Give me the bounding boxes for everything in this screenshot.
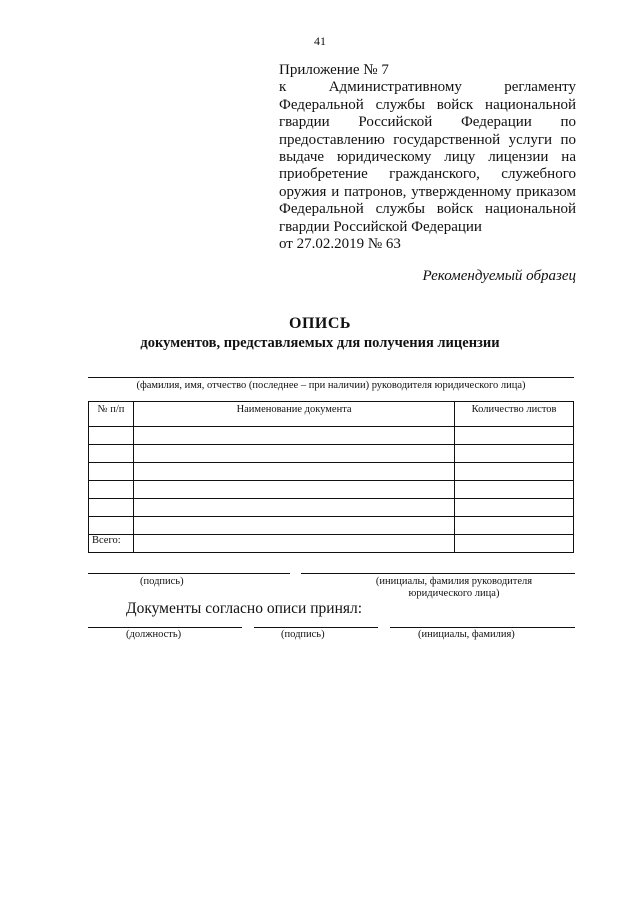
appendix-line: Приложение № 7 xyxy=(279,62,389,78)
signature-caption: (подпись) xyxy=(140,576,184,587)
column-header-name: Наименование документа xyxy=(133,402,454,427)
table-row xyxy=(89,463,574,481)
cell-name[interactable] xyxy=(133,463,454,481)
cell-count[interactable] xyxy=(455,463,574,481)
appendix-line: гвардии Российской Федерации xyxy=(279,218,482,235)
accept-initials-line[interactable] xyxy=(390,627,575,628)
cell-count[interactable] xyxy=(455,427,574,445)
table-row xyxy=(89,499,574,517)
head-name-caption: (фамилия, имя, отчество (последнее – при наличии) руководителя юридического лица) xyxy=(136,380,526,391)
cell-name[interactable] xyxy=(133,517,454,535)
cell-number[interactable] xyxy=(89,463,134,481)
cell-count[interactable] xyxy=(455,499,574,517)
appendix-line: оружия и патронов, утвержденному приказом xyxy=(279,183,576,200)
cell-count[interactable] xyxy=(455,445,574,463)
cell-number[interactable] xyxy=(89,445,134,463)
appendix-line: к Административному регламенту xyxy=(279,79,576,96)
accept-signature-line[interactable] xyxy=(254,627,378,628)
cell-count[interactable] xyxy=(455,481,574,499)
accept-initials-caption: (инициалы, фамилия) xyxy=(418,629,515,640)
cell-number[interactable] xyxy=(89,499,134,517)
appendix-line: Федеральной службы войск национальной xyxy=(279,96,576,113)
column-header-count: Количество листов xyxy=(455,402,574,427)
cell-count[interactable] xyxy=(455,517,574,535)
appendix-line: Федеральной службы войск национальной xyxy=(279,201,576,218)
cell-name[interactable] xyxy=(133,499,454,517)
inventory-table xyxy=(88,401,574,553)
appendix-line: предоставлению государственной услуги по xyxy=(279,131,576,148)
cell-number[interactable] xyxy=(89,427,134,445)
initials-caption: (инициалы, фамилия руководителя юридического лица) xyxy=(375,576,533,599)
document-subtitle: документов, представляемых для получения лицензии xyxy=(140,335,500,351)
signature-line[interactable] xyxy=(88,573,290,574)
total-name-cell[interactable] xyxy=(133,535,454,553)
cell-name[interactable] xyxy=(133,445,454,463)
sample-note: Рекомендуемый образец xyxy=(422,268,576,284)
cell-name[interactable] xyxy=(133,481,454,499)
page-number: 41 xyxy=(314,34,326,48)
document-title: ОПИСЬ xyxy=(289,315,351,332)
table-row xyxy=(89,427,574,445)
appendix-line: от 27.02.2019 № 63 xyxy=(279,236,401,253)
cell-number[interactable] xyxy=(89,517,134,535)
table-row xyxy=(89,517,574,535)
cell-number[interactable] xyxy=(89,481,134,499)
appendix-header xyxy=(279,62,576,253)
accepted-statement: Документы согласно описи принял: xyxy=(126,600,363,617)
position-caption: (должность) xyxy=(126,629,182,640)
appendix-line: гвардии Российской Федерации по xyxy=(279,114,576,131)
cell-name[interactable] xyxy=(133,427,454,445)
appendix-line: приобретение гражданского, служебного xyxy=(279,166,576,183)
appendix-line: выдаче юридическому лицу лицензии на xyxy=(279,149,576,166)
head-name-line[interactable] xyxy=(88,377,574,378)
column-header-number: № п/п xyxy=(89,402,134,427)
total-label: Всего: xyxy=(89,535,134,553)
position-line[interactable] xyxy=(88,627,242,628)
total-count-cell[interactable] xyxy=(455,535,574,553)
table-total-row xyxy=(89,535,574,553)
table-row xyxy=(89,481,574,499)
table-header-row xyxy=(89,402,574,427)
accept-signature-caption: (подпись) xyxy=(281,629,325,640)
initials-line[interactable] xyxy=(301,573,575,574)
table-row xyxy=(89,445,574,463)
